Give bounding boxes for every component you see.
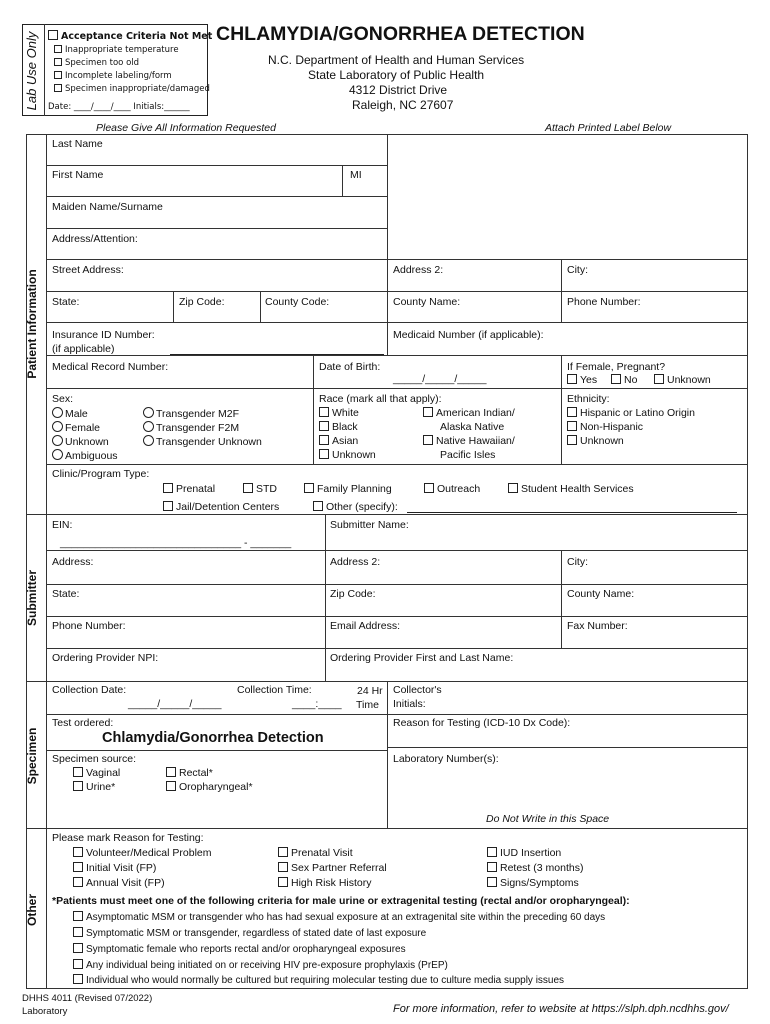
criteria-label: Any individual being initiated on or receiving HIV pre-exposure prophylaxis (PrEP) bbox=[86, 960, 448, 971]
pregnant-no-checkbox[interactable] bbox=[611, 374, 621, 384]
collection-time-field[interactable]: ____:____ bbox=[292, 698, 342, 710]
lab-item: Inappropriate temperature bbox=[65, 45, 179, 55]
medicaid-label: Medicaid Number (if applicable): bbox=[393, 329, 544, 341]
clinic-option-label: Student Health Services bbox=[521, 483, 634, 495]
lab-item: Specimen too old bbox=[65, 58, 140, 68]
race-unknown-checkbox[interactable] bbox=[319, 449, 329, 459]
reason-option-label: Prenatal Visit bbox=[291, 847, 353, 859]
reason-checkbox[interactable] bbox=[278, 862, 288, 872]
reason-option-label: IUD Insertion bbox=[500, 847, 562, 859]
sub-phone-label: Phone Number: bbox=[52, 620, 126, 632]
clinic-option-label: Family Planning bbox=[317, 483, 392, 495]
sex-male-radio[interactable] bbox=[52, 407, 63, 418]
npi-label: Ordering Provider NPI: bbox=[52, 652, 159, 664]
source-urine-checkbox[interactable] bbox=[73, 781, 83, 791]
criteria-checkbox[interactable] bbox=[73, 974, 83, 984]
criteria-label: Individual who would normally be cultured but requiring molecular testing due to culture media supply issues bbox=[86, 975, 565, 986]
collection-time-label: Collection Time: bbox=[237, 684, 312, 696]
clinic-jail-checkbox[interactable] bbox=[163, 501, 173, 511]
sub-address-label: Address: bbox=[52, 556, 94, 568]
sex-option-label: Female bbox=[65, 422, 101, 434]
lab-checkbox[interactable] bbox=[54, 45, 62, 53]
source-option-label: Rectal* bbox=[179, 767, 213, 779]
lab-use-only-label: Lab Use Only bbox=[24, 31, 39, 111]
criteria-label: Asymptomatic MSM or transgender who has had sexual exposure at an extragenital site within the preceding 60 days bbox=[86, 912, 606, 923]
criteria-checkbox[interactable] bbox=[73, 943, 83, 953]
test-ordered-label: Test ordered: bbox=[52, 717, 114, 729]
first-name-label: First Name bbox=[52, 169, 104, 181]
lab-checkbox[interactable] bbox=[54, 58, 62, 66]
pregnant-unknown-label: Unknown bbox=[667, 374, 711, 386]
footer-dept: Laboratory bbox=[22, 1006, 68, 1017]
collection-date-label: Collection Date: bbox=[52, 684, 127, 696]
sex-option-label: Transgender M2F bbox=[156, 408, 240, 420]
race-option-label: Asian bbox=[332, 435, 359, 447]
dept-line-1: N.C. Department of Health and Human Services bbox=[268, 53, 525, 67]
ethnicity-label: Ethnicity: bbox=[567, 393, 610, 405]
street-address-label: Street Address: bbox=[52, 264, 124, 276]
dob-label: Date of Birth: bbox=[319, 361, 381, 373]
lab-item: Specimen inappropriate/damaged bbox=[65, 84, 210, 94]
reason-option-label: High Risk History bbox=[291, 877, 372, 889]
sub-county-label: County Name: bbox=[567, 588, 635, 600]
clinic-prenatal-checkbox[interactable] bbox=[163, 483, 173, 493]
reason-checkbox[interactable] bbox=[278, 877, 288, 887]
race-option-label: Alaska Native bbox=[440, 421, 505, 433]
reason-checkbox[interactable] bbox=[487, 877, 497, 887]
ethnicity-option-label: Unknown bbox=[580, 435, 624, 447]
ein-label: EIN: bbox=[52, 519, 73, 531]
patient-info-side-label: Patient Information bbox=[25, 269, 39, 379]
race-option-label: White bbox=[332, 407, 359, 419]
reason-checkbox[interactable] bbox=[73, 877, 83, 887]
clinic-option-label: STD bbox=[256, 483, 277, 495]
sex-trans-unknown-radio[interactable] bbox=[143, 435, 154, 446]
source-oropharyngeal-checkbox[interactable] bbox=[166, 781, 176, 791]
race-option-label: American Indian/ bbox=[436, 407, 515, 419]
race-option-label: Native Hawaiian/ bbox=[436, 435, 515, 447]
insurance-sublabel: (if applicable) bbox=[52, 343, 115, 355]
county-code-label: County Code: bbox=[265, 296, 330, 308]
zip-label: Zip Code: bbox=[179, 296, 225, 308]
source-option-label: Vaginal bbox=[86, 767, 121, 779]
last-name-label: Last Name bbox=[52, 138, 103, 150]
dept-line-3: 4312 District Drive bbox=[349, 83, 448, 97]
reason-checkbox[interactable] bbox=[278, 847, 288, 857]
reason-testing-label: Please mark Reason for Testing: bbox=[52, 832, 204, 844]
criteria-title: *Patients must meet one of the following criteria for male urine or extragenital testing (rectal and/or oropharyngeal): bbox=[52, 895, 630, 907]
reason-option-label: Initial Visit (FP) bbox=[86, 862, 157, 874]
race-white-checkbox[interactable] bbox=[319, 407, 329, 417]
ethnicity-option-label: Non-Hispanic bbox=[580, 421, 644, 433]
submitter-side-label: Submitter bbox=[25, 570, 39, 627]
sub-state-label: State: bbox=[52, 588, 80, 600]
instruction-left: Please Give All Information Requested bbox=[96, 122, 276, 134]
sex-ambiguous-radio[interactable] bbox=[52, 449, 63, 460]
ethnicity-unknown-checkbox[interactable] bbox=[567, 435, 577, 445]
sex-trans-m2f-radio[interactable] bbox=[143, 407, 154, 418]
sex-trans-f2m-radio[interactable] bbox=[143, 421, 154, 432]
criteria-checkbox[interactable] bbox=[73, 911, 83, 921]
reason-checkbox[interactable] bbox=[487, 862, 497, 872]
collector-label-l2: Initials: bbox=[393, 698, 426, 710]
sex-option-label: Unknown bbox=[65, 436, 109, 448]
collection-date-field[interactable]: _____/_____/_____ bbox=[128, 698, 222, 710]
label-attach-area bbox=[388, 135, 747, 258]
lab-checkbox[interactable] bbox=[54, 71, 62, 79]
mi-label: MI bbox=[350, 169, 362, 181]
criteria-label: Symptomatic MSM or transgender, regardless of stated date of last exposure bbox=[86, 928, 427, 939]
acceptance-criteria-checkbox[interactable] bbox=[48, 30, 58, 40]
sex-option-label: Ambiguous bbox=[65, 450, 118, 462]
sub-fax-label: Fax Number: bbox=[567, 620, 628, 632]
provider-name-label: Ordering Provider First and Last Name: bbox=[330, 652, 514, 664]
clinic-type-label: Clinic/Program Type: bbox=[52, 468, 150, 480]
sub-city-label: City: bbox=[567, 556, 588, 568]
phone-label: Phone Number: bbox=[567, 296, 641, 308]
sex-unknown-radio[interactable] bbox=[52, 435, 63, 446]
address-attention-label: Address/Attention: bbox=[52, 233, 138, 245]
dob-field[interactable]: _____/_____/_____ bbox=[393, 373, 487, 385]
clinic-option-label: Outreach bbox=[437, 483, 481, 495]
last-name-input[interactable] bbox=[47, 150, 386, 164]
pregnant-no-label: No bbox=[624, 374, 638, 386]
clinic-student-health-checkbox[interactable] bbox=[508, 483, 518, 493]
instruction-right: Attach Printed Label Below bbox=[545, 122, 672, 134]
reason-option-label: Sex Partner Referral bbox=[291, 862, 387, 874]
reason-option-label: Annual Visit (FP) bbox=[86, 877, 165, 889]
clinic-other-checkbox[interactable] bbox=[313, 501, 323, 511]
clinic-outreach-checkbox[interactable] bbox=[424, 483, 434, 493]
ein-field[interactable]: _______________________________ - _______ bbox=[60, 537, 292, 549]
clinic-option-label: Other (specify): bbox=[326, 501, 398, 513]
dept-line-4: Raleigh, NC 27607 bbox=[352, 98, 454, 112]
ethnicity-option-label: Hispanic or Latino Origin bbox=[580, 407, 695, 419]
collector-label-l1: Collector's bbox=[393, 684, 442, 696]
acceptance-criteria-title: Acceptance Criteria Not Met bbox=[61, 31, 213, 42]
state-label: State: bbox=[52, 296, 80, 308]
city-label: City: bbox=[567, 264, 588, 276]
clinic-option-label: Prenatal bbox=[176, 483, 216, 495]
sub-address2-label: Address 2: bbox=[330, 556, 381, 568]
sex-label: Sex: bbox=[52, 393, 74, 405]
clinic-family-planning-checkbox[interactable] bbox=[304, 483, 314, 493]
test-name: Chlamydia/Gonorrhea Detection bbox=[102, 730, 324, 746]
reason-checkbox[interactable] bbox=[73, 847, 83, 857]
reason-checkbox[interactable] bbox=[73, 862, 83, 872]
lab-item: Incomplete labeling/form bbox=[65, 71, 172, 81]
time-label: Time bbox=[356, 699, 379, 711]
specimen-source-label: Specimen source: bbox=[52, 753, 137, 765]
ethnicity-non-hispanic-checkbox[interactable] bbox=[567, 421, 577, 431]
form-id: DHHS 4011 (Revised 07/2022) bbox=[22, 993, 153, 1004]
source-option-label: Oropharyngeal* bbox=[179, 781, 253, 793]
footer-website: For more information, refer to website at https://slph.dph.ncdhhs.gov/ bbox=[393, 1003, 729, 1015]
reason-icd-label: Reason for Testing (ICD-10 Dx Code): bbox=[393, 717, 571, 729]
clinic-std-checkbox[interactable] bbox=[243, 483, 253, 493]
pregnant-label: If Female, Pregnant? bbox=[567, 361, 666, 373]
race-black-checkbox[interactable] bbox=[319, 421, 329, 431]
reason-option-label: Signs/Symptoms bbox=[500, 877, 579, 889]
race-option-label: Unknown bbox=[332, 449, 376, 461]
source-rectal-checkbox[interactable] bbox=[166, 767, 176, 777]
maiden-name-label: Maiden Name/Surname bbox=[52, 201, 163, 213]
do-not-write-note: Do Not Write in this Space bbox=[486, 813, 610, 825]
ethnicity-hispanic-checkbox[interactable] bbox=[567, 407, 577, 417]
reason-checkbox[interactable] bbox=[487, 847, 497, 857]
sex-option-label: Transgender Unknown bbox=[156, 436, 262, 448]
source-vaginal-checkbox[interactable] bbox=[73, 767, 83, 777]
source-option-label: Urine* bbox=[86, 781, 116, 793]
race-option-label: Black bbox=[332, 421, 358, 433]
mrn-label: Medical Record Number: bbox=[52, 361, 169, 373]
county-name-label: County Name: bbox=[393, 296, 461, 308]
lab-numbers-label: Laboratory Number(s): bbox=[393, 753, 499, 765]
other-specify-line[interactable] bbox=[407, 512, 737, 513]
sub-zip-label: Zip Code: bbox=[330, 588, 376, 600]
sex-option-label: Male bbox=[65, 408, 88, 420]
dept-line-2: State Laboratory of Public Health bbox=[308, 68, 485, 82]
other-side-label: Other bbox=[25, 894, 39, 927]
clinic-option-label: Jail/Detention Centers bbox=[176, 501, 280, 513]
sub-email-label: Email Address: bbox=[330, 620, 401, 632]
race-label: Race (mark all that apply): bbox=[319, 393, 442, 405]
sex-option-label: Transgender F2M bbox=[156, 422, 240, 434]
form-title: CHLAMYDIA/GONORRHEA DETECTION bbox=[216, 23, 585, 45]
24hr-label: 24 Hr bbox=[357, 685, 383, 697]
pregnant-unknown-checkbox[interactable] bbox=[654, 374, 664, 384]
reason-option-label: Volunteer/Medical Problem bbox=[86, 847, 212, 859]
race-option-label: Pacific Isles bbox=[440, 449, 496, 461]
lab-date-initials[interactable]: Date: ____/____/____ Initials:______ bbox=[48, 102, 190, 112]
race-asian-checkbox[interactable] bbox=[319, 435, 329, 445]
lab-checkbox[interactable] bbox=[54, 84, 62, 92]
submitter-name-label: Submitter Name: bbox=[330, 519, 409, 531]
specimen-side-label: Specimen bbox=[25, 727, 39, 785]
sex-female-radio[interactable] bbox=[52, 421, 63, 432]
race-native-hawaiian-checkbox[interactable] bbox=[423, 435, 433, 445]
pregnant-yes-checkbox[interactable] bbox=[567, 374, 577, 384]
criteria-checkbox[interactable] bbox=[73, 959, 83, 969]
insurance-label: Insurance ID Number: bbox=[52, 329, 155, 341]
pregnant-yes-label: Yes bbox=[580, 374, 598, 386]
reason-option-label: Retest (3 months) bbox=[500, 862, 584, 874]
criteria-checkbox[interactable] bbox=[73, 927, 83, 937]
criteria-label: Symptomatic female who reports rectal and/or oropharyngeal exposures bbox=[86, 944, 406, 955]
address2-label: Address 2: bbox=[393, 264, 444, 276]
race-american-indian-checkbox[interactable] bbox=[423, 407, 433, 417]
